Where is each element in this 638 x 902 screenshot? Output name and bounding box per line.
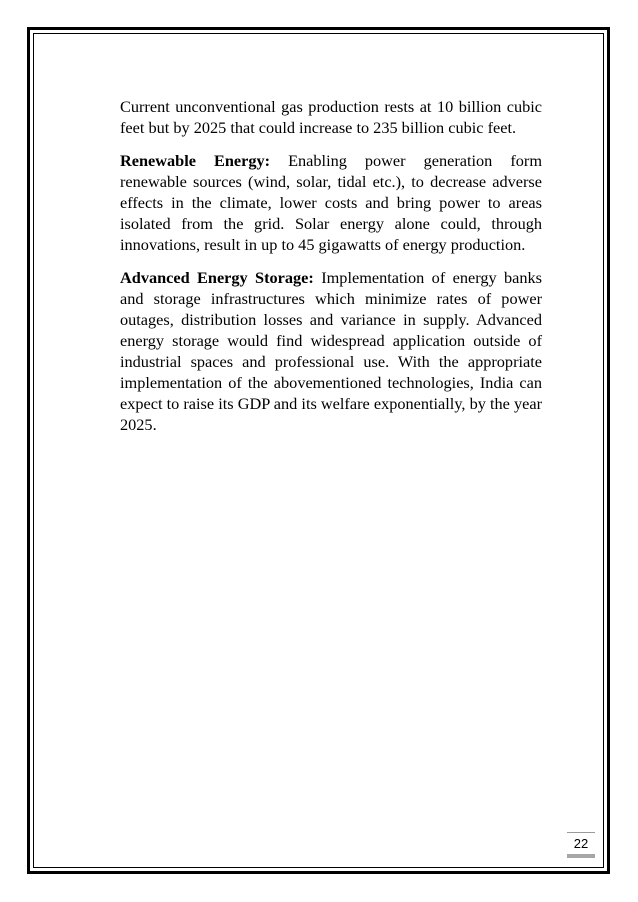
page-content [120,96,542,447]
page-number: 22 [573,836,589,851]
paragraph-gas-production [120,96,542,138]
page-number-box [567,832,595,858]
paragraph-text: Current unconventional gas production rests at 10 billion cubic feet but by 2025 that could increase to 235 billion cubic feet. [120,97,542,137]
paragraph-renewable-energy [120,150,542,255]
paragraph-heading: Advanced Energy Storage: [120,268,322,287]
page-number-rule-bottom [567,854,595,858]
paragraph-text: Enabling power generation form renewable sources (wind, solar, tidal etc.), to decrease adverse effects in the climate, lower costs and bring power to areas isolated from the grid. Solar energy alone could, through innovations, result in up to 45 gigawatts of energy production. [120,151,542,254]
paragraph-advanced-energy-storage [120,267,542,435]
paragraph-heading: Renewable Energy: [120,151,289,170]
paragraph-text: Implementation of energy banks and storage infrastructures which minimize rates of power outages, distribution losses and variance in supply. Advanced energy storage would find widespread application outside of industrial spaces and professional use. With the appropriate implementation of the abovementioned technologies, India can expect to raise its GDP and its welfare exponentially, by the year 2025. [120,268,542,434]
